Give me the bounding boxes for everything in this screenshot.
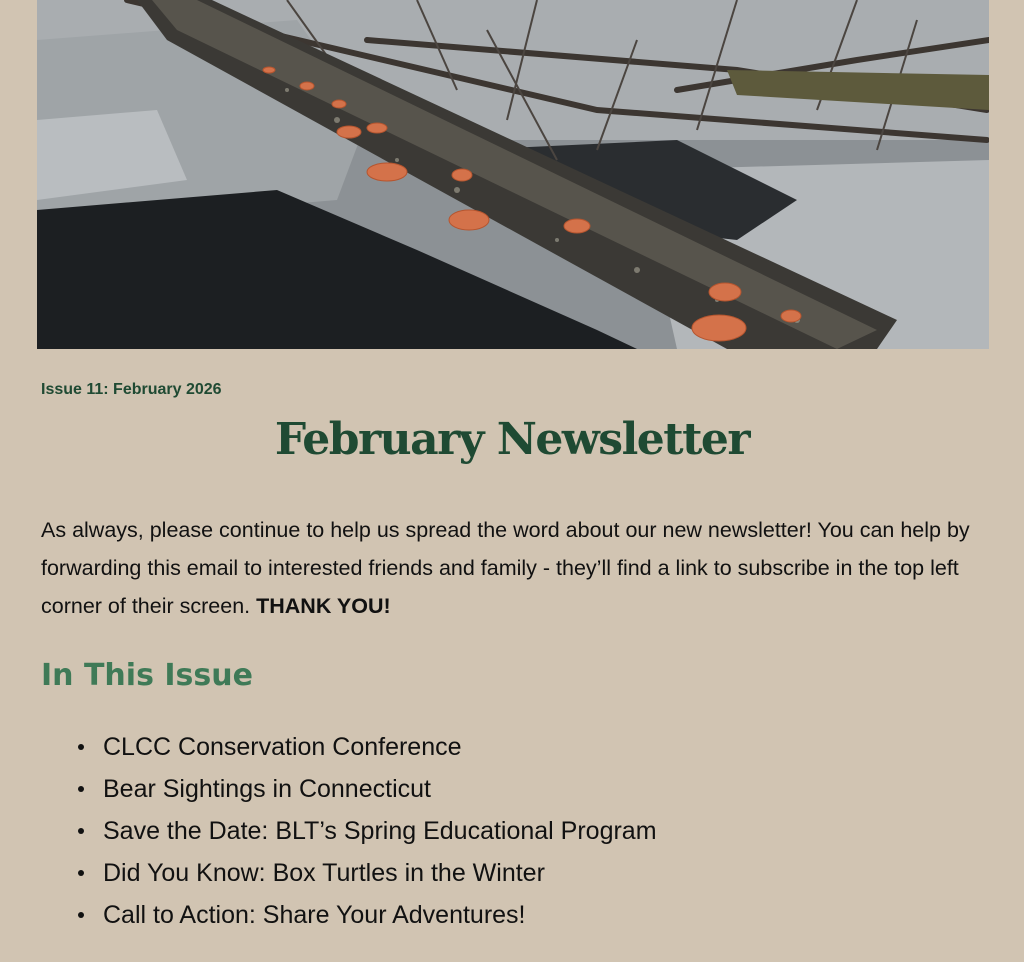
list-item: Did You Know: Box Turtles in the Winter bbox=[103, 852, 657, 894]
intro-text: As always, please continue to help us spread the word about our new newsletter! You can help by forwarding this email to interested friends and family - they’ll find a link to subscribe in the top left corner of their screen. bbox=[41, 518, 970, 618]
newsletter-title: February Newsletter bbox=[274, 414, 750, 465]
list-item: CLCC Conservation Conference bbox=[103, 726, 657, 768]
issue-label: Issue 11: February 2026 bbox=[41, 381, 222, 398]
list-item: Call to Action: Share Your Adventures! bbox=[103, 894, 657, 936]
intro-paragraph bbox=[41, 511, 991, 625]
thank-you-emphasis: THANK YOU! bbox=[256, 594, 391, 618]
list-item: Bear Sightings in Connecticut bbox=[103, 768, 657, 810]
hero-photo-fallen-log-over-frozen-pond bbox=[37, 0, 989, 349]
in-this-issue-heading: In This Issue bbox=[41, 658, 253, 693]
list-item: Save the Date: BLT’s Spring Educational Program bbox=[103, 810, 657, 852]
issue-contents-list bbox=[103, 726, 657, 936]
